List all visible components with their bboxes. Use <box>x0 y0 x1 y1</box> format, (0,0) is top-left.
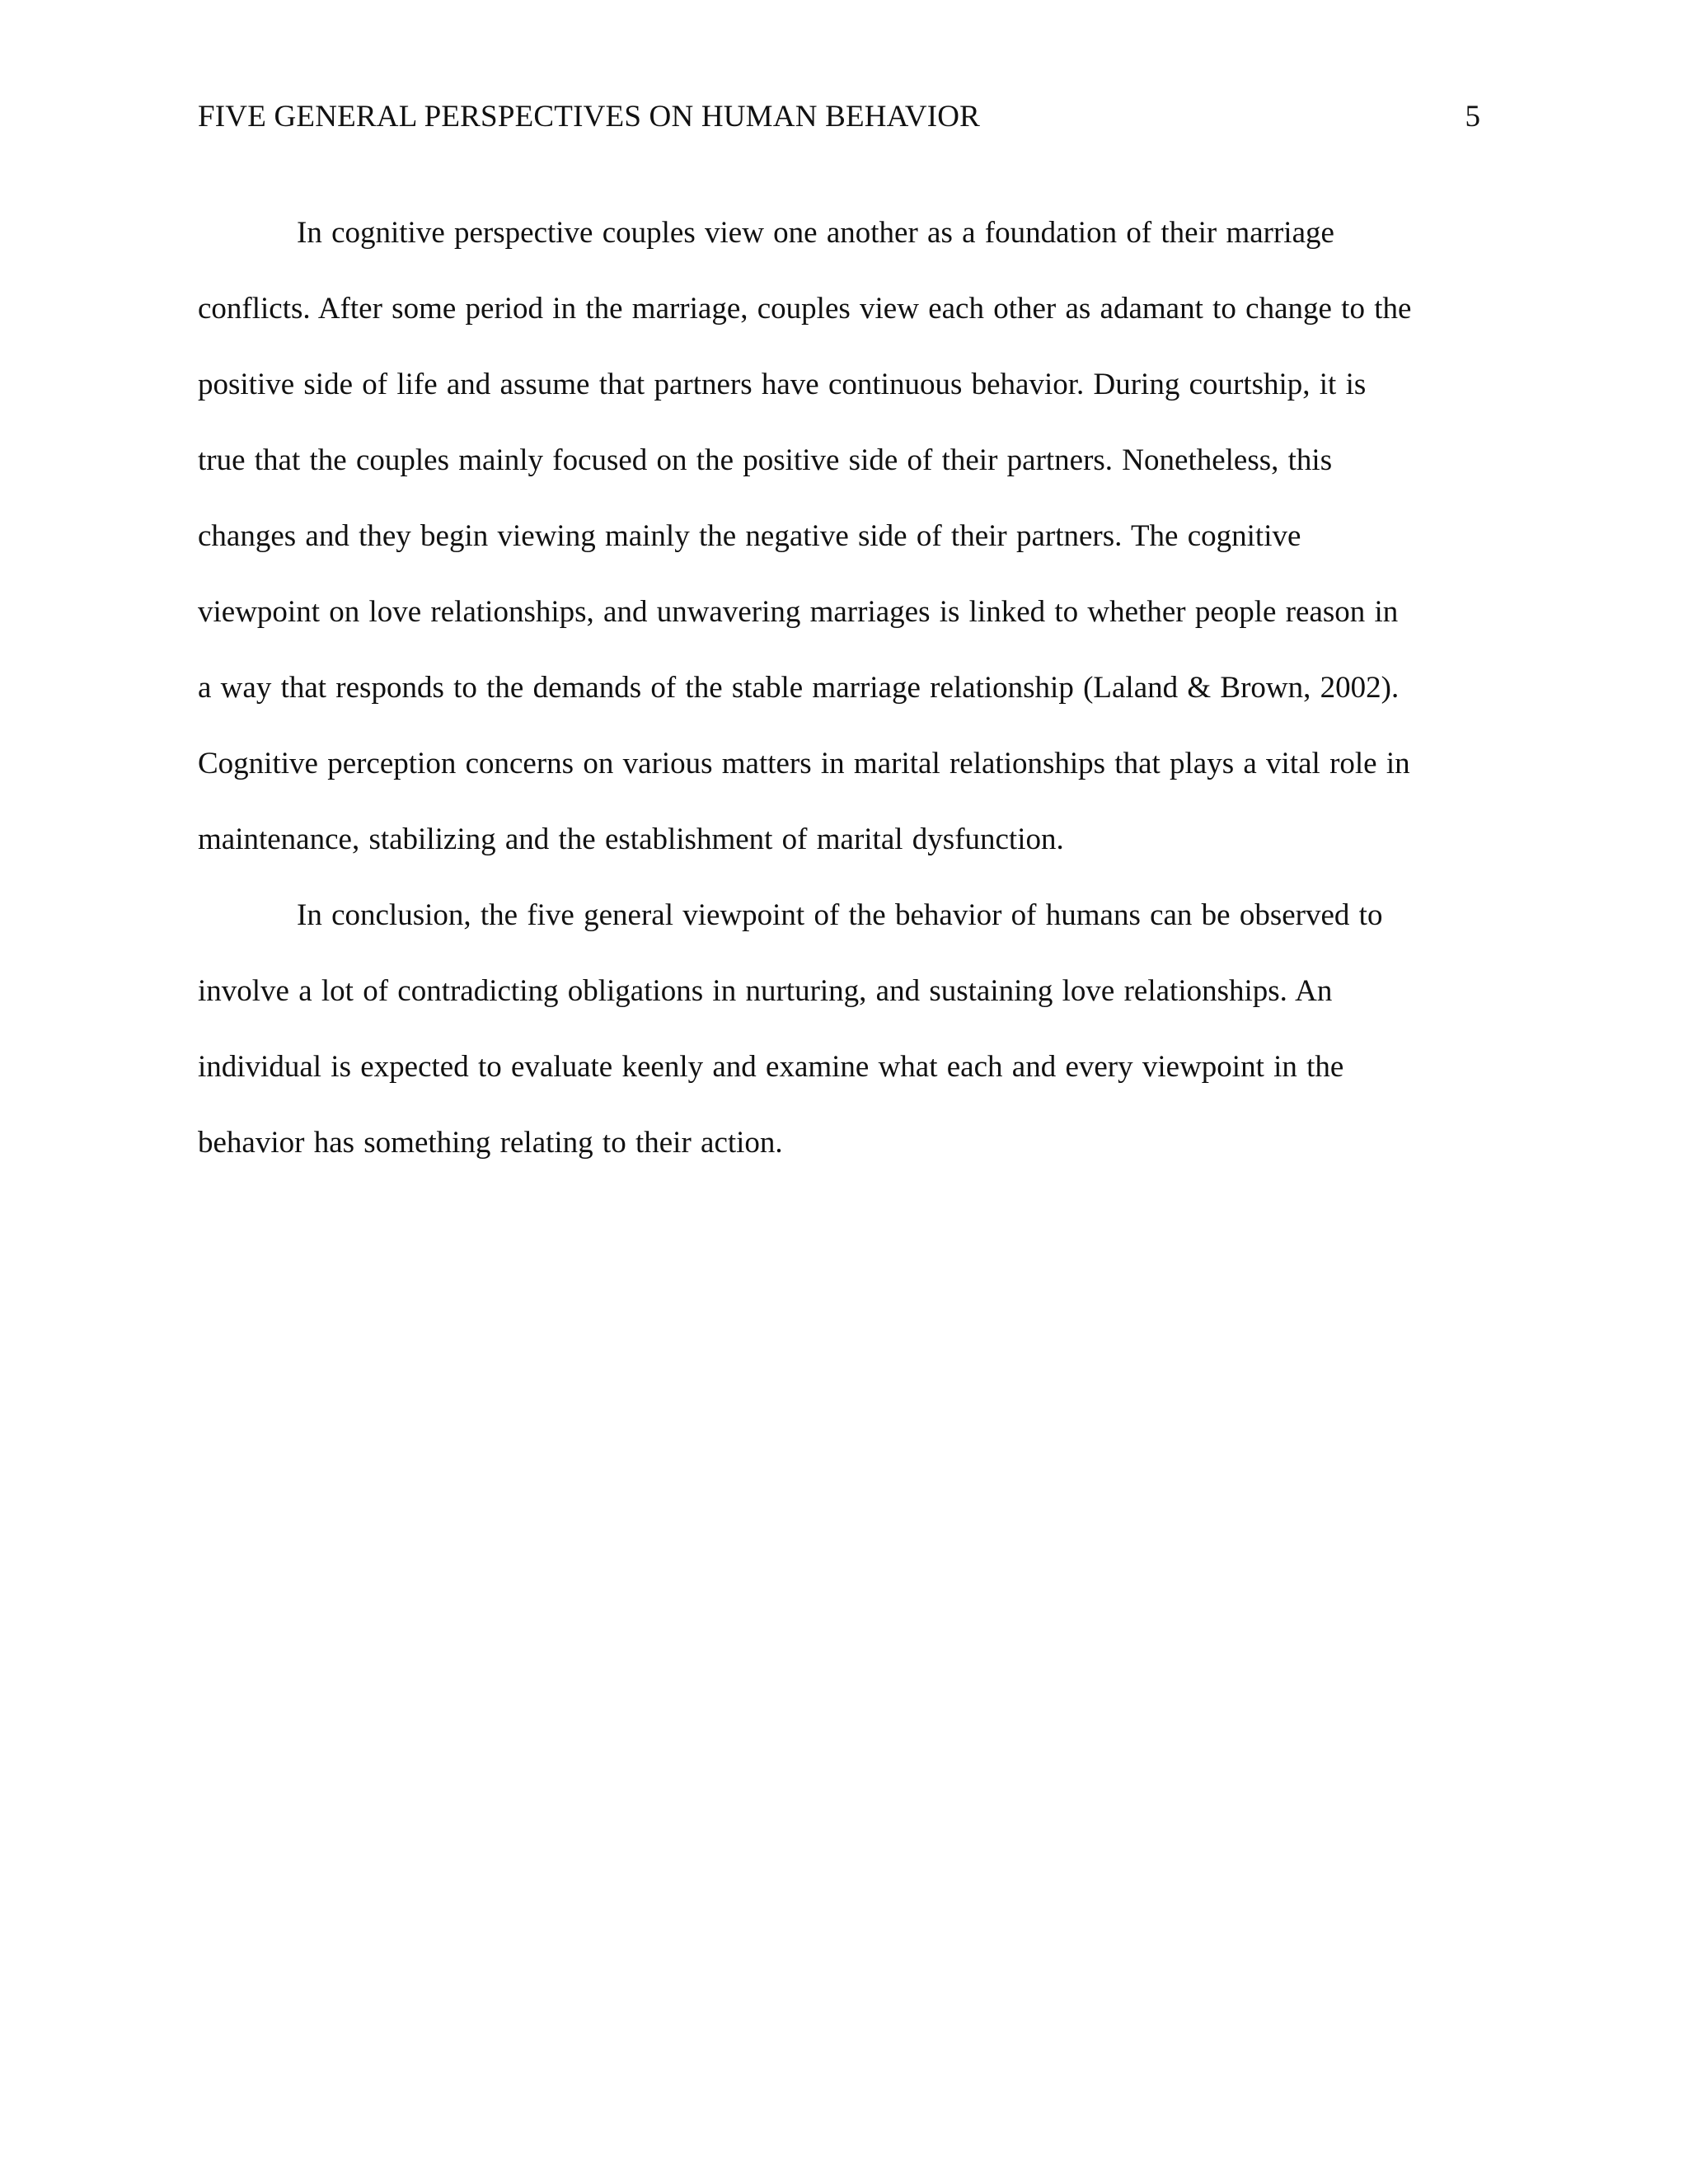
text-line: behavior has something relating to their action. <box>198 1126 783 1160</box>
text-line: conflicts. After some period in the marriage, couples view each other as adamant to change to the <box>198 292 1412 326</box>
page-number: 5 <box>1465 100 1480 134</box>
text-line: viewpoint on love relationships, and unwavering marriages is linked to whether people reason in <box>198 595 1399 629</box>
paragraph-cognitive-perspective <box>198 195 1485 878</box>
text-line: In cognitive perspective couples view one another as a foundation of their marriage <box>297 216 1334 250</box>
running-head: FIVE GENERAL PERSPECTIVES ON HUMAN BEHAVIOR <box>198 100 981 134</box>
paragraph-conclusion <box>198 878 1485 1181</box>
text-line: involve a lot of contradicting obligations in nurturing, and sustaining love relationships. An <box>198 974 1333 1008</box>
text-line: positive side of life and assume that partners have continuous behavior. During courtship, it is <box>198 368 1367 401</box>
text-line: individual is expected to evaluate keenly and examine what each and every viewpoint in the <box>198 1050 1344 1084</box>
text-line: Cognitive perception concerns on various matters in marital relationships that plays a vital role in <box>198 747 1410 780</box>
text-line: true that the couples mainly focused on the positive side of their partners. Nonetheless, this <box>198 443 1333 477</box>
text-line: maintenance, stabilizing and the establishment of marital dysfunction. <box>198 823 1064 856</box>
text-line: In conclusion, the five general viewpoint of the behavior of humans can be observed to <box>297 898 1383 932</box>
text-line: changes and they begin viewing mainly the negative side of their partners. The cognitive <box>198 519 1301 553</box>
text-line: a way that responds to the demands of the stable marriage relationship (Laland & Brown, 2002). <box>198 671 1400 705</box>
body-text <box>198 195 1485 1181</box>
